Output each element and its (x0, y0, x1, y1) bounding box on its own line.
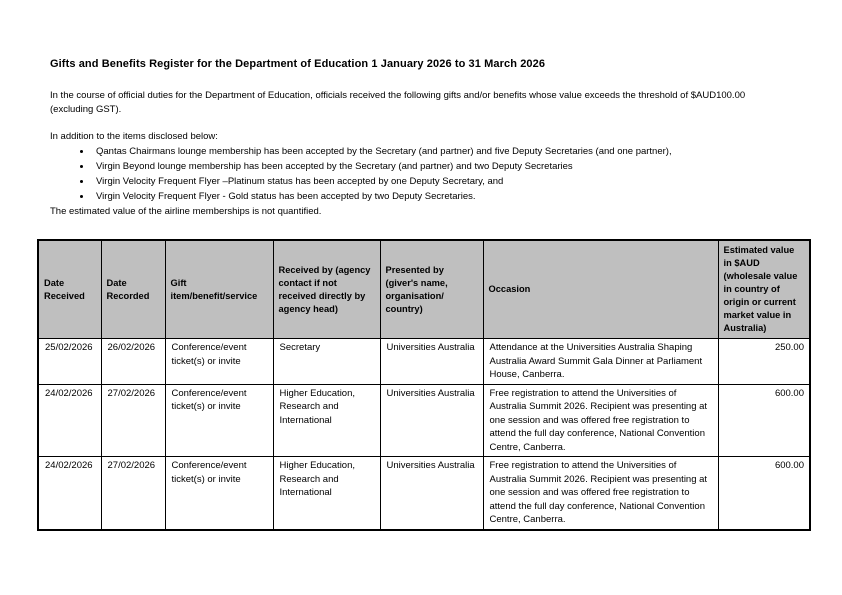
cell-received-by: Secretary (273, 339, 380, 385)
cell-presented-by: Universities Australia (380, 457, 483, 530)
cell-occasion: Free registration to attend the Universities of Australia Summit 2026. Recipient was presenting at one session and was offered free registration to attend the full day conference, National Convention Centre, Canberra. (483, 457, 718, 530)
cell-presented-by: Universities Australia (380, 384, 483, 457)
table-row (38, 384, 810, 457)
col-header-date-recorded: Date Recorded (101, 240, 165, 339)
table-row (38, 339, 810, 385)
table-row (38, 457, 810, 530)
cell-date-received: 24/02/2026 (38, 457, 101, 530)
cell-date-received: 25/02/2026 (38, 339, 101, 385)
gifts-register-table (37, 239, 811, 531)
disclosure-list (50, 144, 750, 204)
addition-heading: In addition to the items disclosed below: (50, 131, 218, 142)
col-header-estimated-value: Estimated value in $AUD (wholesale value in country of origin or current market value in Australia) (718, 240, 810, 339)
cell-date-recorded: 26/02/2026 (101, 339, 165, 385)
closing-note: The estimated value of the airline memberships is not quantified. (50, 206, 322, 217)
cell-gift-item: Conference/event ticket(s) or invite (165, 384, 273, 457)
cell-received-by: Higher Education, Research and International (273, 384, 380, 457)
cell-estimated-value: 600.00 (718, 384, 810, 457)
col-header-presented-by: Presented by (giver's name, organisation/ country) (380, 240, 483, 339)
list-item-velocity-gold: • Virgin Velocity Frequent Flyer - Gold status has been accepted by two Deputy Secretaries. (92, 189, 750, 204)
table-header-row (38, 240, 810, 339)
list-item-velocity-platinum: • Virgin Velocity Frequent Flyer –Platinum status has been accepted by one Deputy Secretary, and (92, 174, 750, 189)
cell-date-recorded: 27/02/2026 (101, 457, 165, 530)
col-header-occasion: Occasion (483, 240, 718, 339)
col-header-gift-item: Gift item/benefit/service (165, 240, 273, 339)
cell-occasion: Free registration to attend the Universities of Australia Summit 2026. Recipient was presenting at one session and was offered free registration to attend the full day conference, National Convention Centre, Canberra. (483, 384, 718, 457)
cell-date-received: 24/02/2026 (38, 384, 101, 457)
cell-occasion: Attendance at the Universities Australia Shaping Australia Award Summit Gala Dinner at Parliament House, Canberra. (483, 339, 718, 385)
col-header-received-by: Received by (agency contact if not received directly by agency head) (273, 240, 380, 339)
cell-gift-item: Conference/event ticket(s) or invite (165, 457, 273, 530)
cell-estimated-value: 600.00 (718, 457, 810, 530)
col-header-date-received: Date Received (38, 240, 101, 339)
cell-date-recorded: 27/02/2026 (101, 384, 165, 457)
page-title: Gifts and Benefits Register for the Department of Education 1 January 2026 to 31 March 2026 (50, 58, 546, 70)
cell-estimated-value: 250.00 (718, 339, 810, 385)
cell-presented-by: Universities Australia (380, 339, 483, 385)
cell-received-by: Higher Education, Research and International (273, 457, 380, 530)
list-item-virgin-beyond: • Virgin Beyond lounge membership has been accepted by the Secretary (and partner) and two Deputy Secretaries (92, 159, 750, 174)
intro-paragraph: In the course of official duties for the Department of Education, officials received the following gifts and/or benefits whose value exceeds the threshold of $AUD100.00 (excluding GST). (50, 90, 746, 115)
cell-gift-item: Conference/event ticket(s) or invite (165, 339, 273, 385)
list-item-qantas-chairmans: • Qantas Chairmans lounge membership has been accepted by the Secretary (and partner) and five Deputy Secretaries (and one partner), (92, 144, 750, 159)
